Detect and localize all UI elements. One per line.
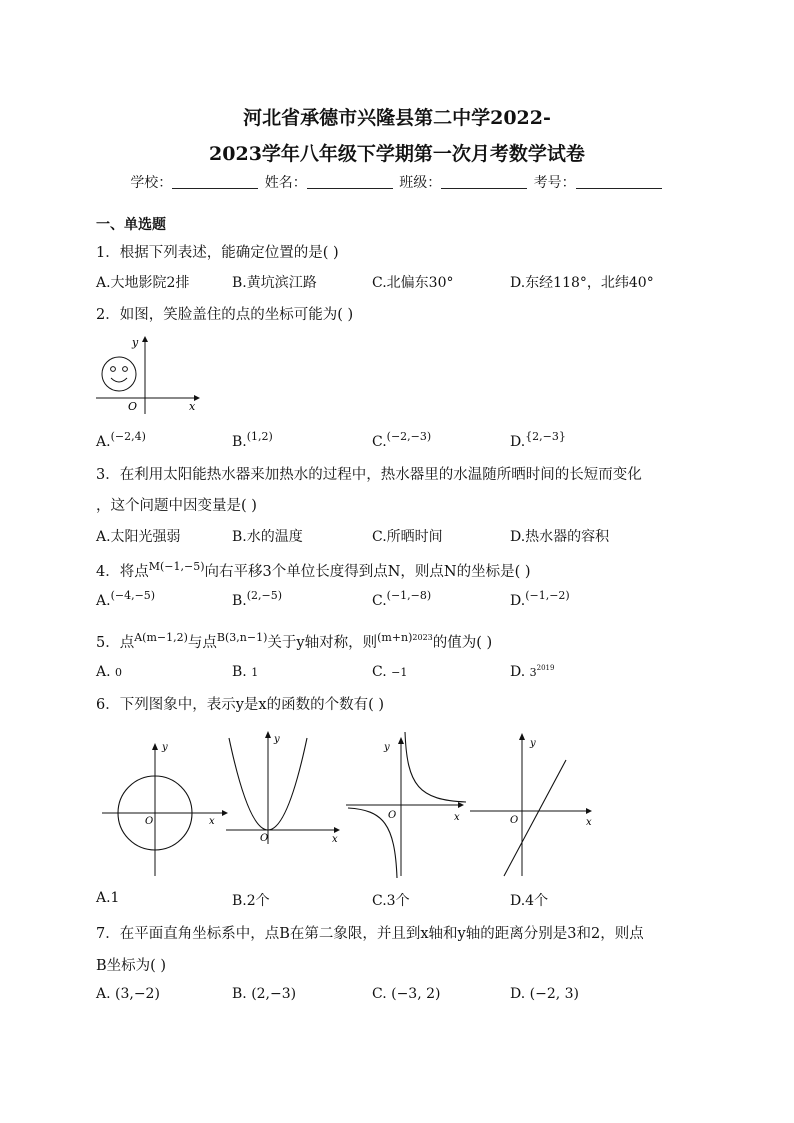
exam-number-label: 考号：: [533, 175, 576, 191]
q2-option-c[interactable]: C.$^{(-2,-3)}$: [372, 430, 432, 450]
q7-option-c[interactable]: C. (−3, 2): [372, 986, 441, 1002]
name-label: 姓名：: [264, 175, 307, 191]
title-line-1: 河北省承德市兴隆县第二中学2022-: [243, 107, 551, 129]
q7-option-a[interactable]: A. (3,−2): [96, 986, 160, 1002]
q1-stem: 1．根据下列表述，能确定位置的是( ): [96, 245, 339, 261]
q5-option-c[interactable]: C. −1: [372, 664, 408, 680]
q1-option-b[interactable]: B.黄坑滨江路: [232, 275, 317, 291]
svg-text:y: y: [274, 734, 280, 745]
q2-option-a[interactable]: A.$^{(-2,4)}$: [96, 430, 146, 450]
svg-text:x: x: [209, 816, 215, 827]
q6-option-d[interactable]: D.4个: [510, 893, 549, 909]
q6-options: [96, 890, 736, 910]
q5-option-a[interactable]: A. 0: [96, 664, 123, 680]
svg-text:y: y: [384, 742, 390, 753]
q5-stem: 5．点$^{A(m-1,2)}$与点$^{B(3,n-1)}$关于y轴对称，则$^{(m+n)2023}$的值为( ): [96, 631, 493, 651]
q4-stem: 4．将点$^{M(-1,-5)}$向右平移3个单位长度得到点N，则点N的坐标是( ): [96, 560, 531, 580]
q2-x-label: x: [189, 400, 196, 413]
svg-text:y: y: [530, 738, 536, 749]
q2-option-b[interactable]: B.$^{(1,2)}$: [232, 430, 273, 450]
q5-point-b: B(3,n−1): [216, 631, 268, 644]
q7-options: [96, 986, 736, 1006]
q1-option-d[interactable]: D.东经118°，北纬40°: [510, 275, 654, 291]
q6-option-b[interactable]: B.2个: [232, 893, 270, 909]
q5-option-b[interactable]: B. 1: [232, 664, 259, 680]
q5-point-a: A(m−1,2): [134, 631, 188, 644]
q6-graph-hyperbola: [346, 732, 466, 878]
exam-number-blank[interactable]: [576, 174, 662, 189]
q1-option-a[interactable]: A.大地影院2排: [96, 275, 190, 291]
class-blank[interactable]: [441, 174, 527, 189]
q6-graph-circle: [102, 742, 228, 876]
q4-option-b[interactable]: B.$^{(2,-5)}$: [232, 589, 283, 609]
q3-option-d[interactable]: D.热水器的容积: [510, 529, 610, 545]
student-info: [0, 172, 794, 192]
q3-stem-line-1: 3．在利用太阳能热水器来加热水的过程中，热水器里的水温随所晒时间的长短而变化: [96, 467, 642, 483]
svg-text:y: y: [162, 742, 168, 753]
q4-option-c[interactable]: C.$^{(-1,-8)}$: [372, 589, 432, 609]
q5-exponent: 2023: [412, 633, 433, 642]
class-label: 班级：: [399, 175, 442, 191]
svg-text:x: x: [454, 812, 460, 823]
q3-option-b[interactable]: B.水的温度: [232, 529, 303, 545]
q6-option-c[interactable]: C.3个: [372, 893, 410, 909]
svg-text:x: x: [332, 834, 338, 845]
q2-y-arrow: [142, 336, 148, 342]
q7-option-d[interactable]: D. (−2, 3): [510, 986, 579, 1002]
section-heading: 一、单选题: [96, 217, 166, 233]
school-label: 学校：: [130, 175, 173, 191]
q5-option-d[interactable]: D. $3^{2019}$: [510, 664, 555, 680]
q3-stem-line-2: ，这个问题中因变量是( ): [96, 498, 257, 514]
q6-figures: [94, 726, 704, 882]
q1-option-c[interactable]: C.北偏东30°: [372, 275, 454, 291]
q1-options: [96, 272, 736, 292]
q3-option-a[interactable]: A.太阳光强弱: [96, 529, 181, 545]
q4-option-a[interactable]: A.$^{(-4,-5)}$: [96, 589, 156, 609]
q2-y-label: y: [132, 336, 139, 349]
q5-expression: (m+n): [377, 631, 413, 644]
q2-origin-label: O: [128, 400, 138, 413]
school-blank[interactable]: [172, 174, 258, 189]
svg-text:O: O: [145, 816, 154, 827]
q6-stem: 6．下列图象中，表示y是x的函数的个数有( ): [96, 697, 385, 713]
q6-option-a[interactable]: A.1: [96, 890, 120, 906]
q2-option-d[interactable]: D.$^{\{2,-3\}}$: [510, 430, 566, 450]
q6-graph-line: [470, 733, 592, 876]
q7-option-b[interactable]: B. (2,−3): [232, 986, 297, 1002]
q3-options: [96, 526, 736, 546]
q2-stem: 2．如图，笑脸盖住的点的坐标可能为( ): [96, 307, 354, 323]
q5-options: [96, 664, 736, 684]
q6-graph-parabola: [226, 731, 340, 845]
svg-text:O: O: [388, 810, 397, 821]
q7-stem-line-2: B坐标为( ): [96, 958, 167, 974]
q3-option-c[interactable]: C.所晒时间: [372, 529, 443, 545]
q4-point-m: M(−1,−5): [148, 560, 205, 573]
title-line-2: 2023学年八年级下学期第一次月考数学试卷: [209, 143, 585, 165]
q4-option-d[interactable]: D.$^{(-1,-2)}$: [510, 589, 570, 609]
q4-options: [96, 589, 736, 613]
q2-options: [96, 430, 736, 454]
smiley-face-icon: [102, 357, 136, 391]
q7-stem-line-1: 7．在平面直角坐标系中，点B在第二象限，并且到x轴和y轴的距离分别是3和2，则点: [96, 926, 644, 942]
svg-text:x: x: [586, 817, 592, 828]
name-blank[interactable]: [307, 174, 393, 189]
svg-text:O: O: [260, 833, 269, 844]
svg-text:O: O: [510, 815, 519, 826]
q2-figure: [94, 334, 204, 416]
